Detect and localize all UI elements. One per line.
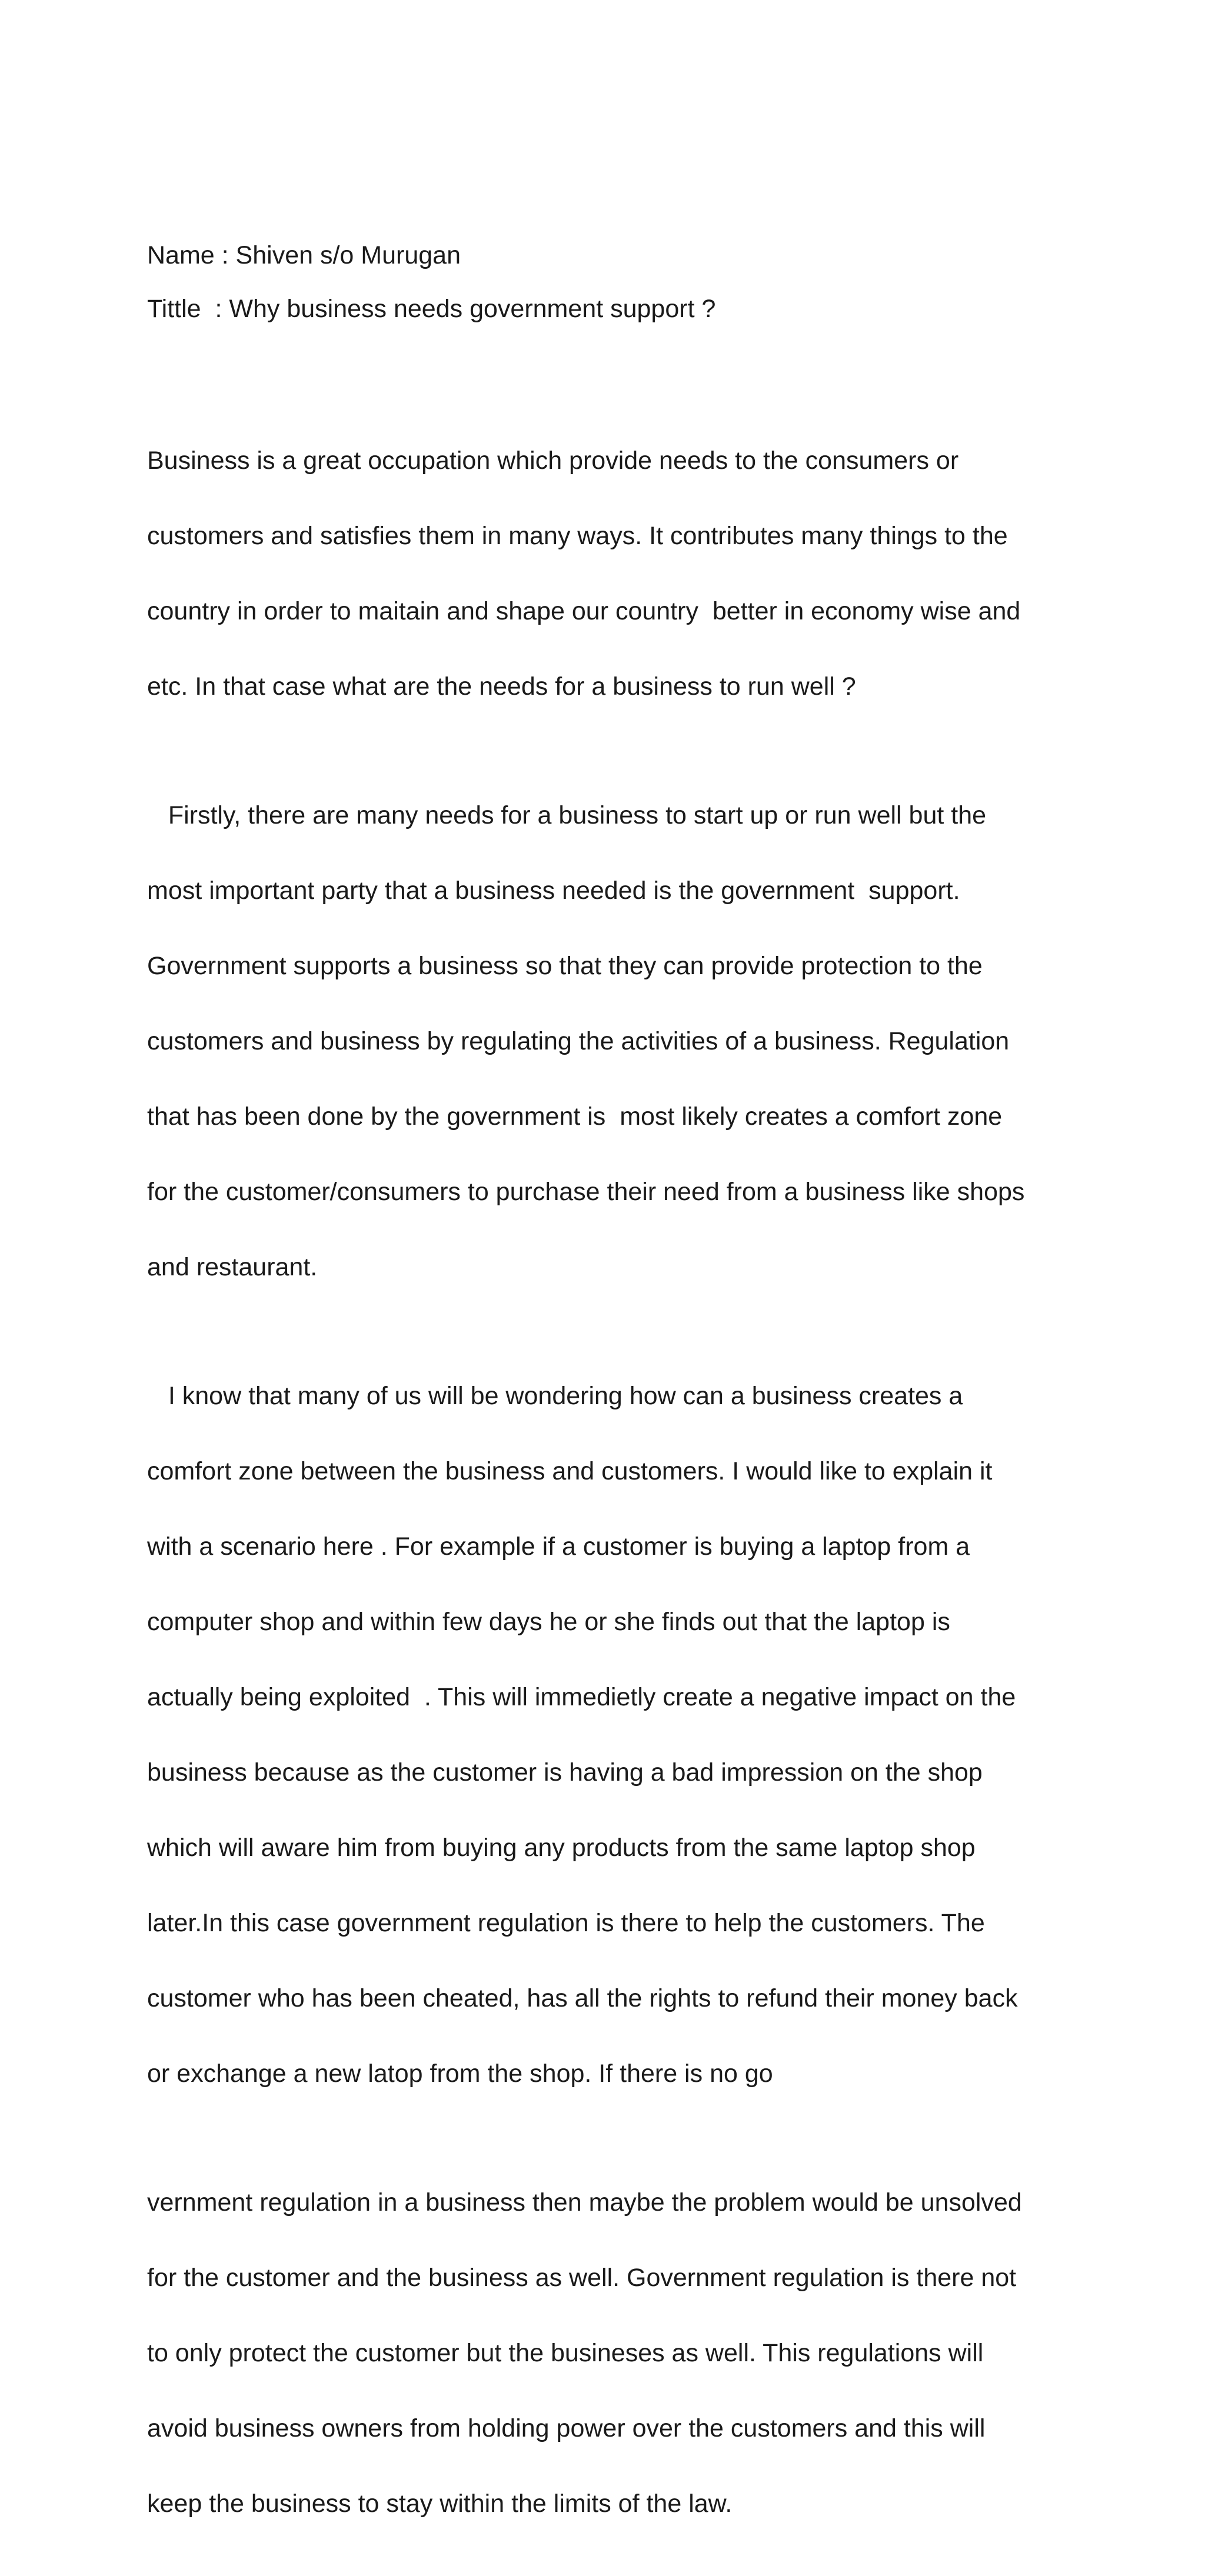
paragraph-line: computer shop and within few days he or she finds out that the laptop is	[147, 1608, 950, 1636]
paragraph-line: for the customer/consumers to purchase their need from a business like shops	[147, 1178, 1025, 1206]
paragraph-line: with a scenario here . For example if a customer is buying a laptop from a	[147, 1532, 970, 1561]
paragraph-line: customers and business by regulating the activities of a business. Regulation	[147, 1027, 1010, 1055]
paragraph-1	[147, 404, 1089, 743]
paragraph-line: customer who has been cheated, has all the rights to refund their money back	[147, 1984, 1018, 2012]
paragraph-line: and restaurant.	[147, 1253, 318, 1281]
paragraph-line: customers and satisfies them in many ways. It contributes many things to the	[147, 522, 1008, 550]
paragraph-line: I know that many of us will be wondering how can a business creates a	[147, 1382, 963, 1410]
paragraph-line: to only protect the customer but the busineses as well. This regulations will	[147, 2339, 984, 2367]
paragraph-2	[147, 759, 1089, 1324]
paragraph-line: keep the business to stay within the limits of the law.	[147, 2490, 733, 2518]
paragraph-3	[147, 1339, 1089, 2130]
paragraph-line: business because as the customer is having a bad impression on the shop	[147, 1758, 983, 1787]
paragraph-line: avoid business owners from holding power over the customers and this will	[147, 2414, 986, 2442]
paragraph-line: etc. In that case what are the needs for a business to run well ?	[147, 672, 856, 701]
paragraph-line: later.In this case government regulation is there to help the customers. The	[147, 1909, 985, 1937]
paragraph-line: country in order to maitain and shape our country better in economy wise and	[147, 597, 1021, 625]
paragraph-line: or exchange a new latop from the shop. If there is no go	[147, 2060, 773, 2088]
paragraph-line: for the customer and the business as well. Government regulation is there not	[147, 2264, 1017, 2292]
paragraph-line: that has been done by the government is most likely creates a comfort zone	[147, 1102, 1003, 1131]
paragraph-4	[147, 2146, 1089, 2560]
paragraph-line: which will aware him from buying any products from the same laptop shop	[147, 1834, 976, 1862]
name-line: Name : Shiven s/o Murugan	[147, 241, 461, 269]
document-body	[147, 236, 1089, 2576]
paragraph-line: comfort zone between the business and customers. I would like to explain it	[147, 1457, 993, 1485]
paragraph-line: Firstly, there are many needs for a business to start up or run well but the	[147, 801, 987, 829]
paragraph-line: Government supports a business so that they can provide protection to the	[147, 952, 983, 980]
paragraph-line: most important party that a business needed is the government support.	[147, 877, 960, 905]
paragraph-line: Business is a great occupation which provide needs to the consumers or	[147, 446, 959, 475]
paragraph-line: vernment regulation in a business then maybe the problem would be unsolved	[147, 2188, 1022, 2217]
paragraph-line: actually being exploited . This will immedietly create a negative impact on the	[147, 1683, 1016, 1711]
title-line: Tittle : Why business needs government support ?	[147, 295, 716, 323]
